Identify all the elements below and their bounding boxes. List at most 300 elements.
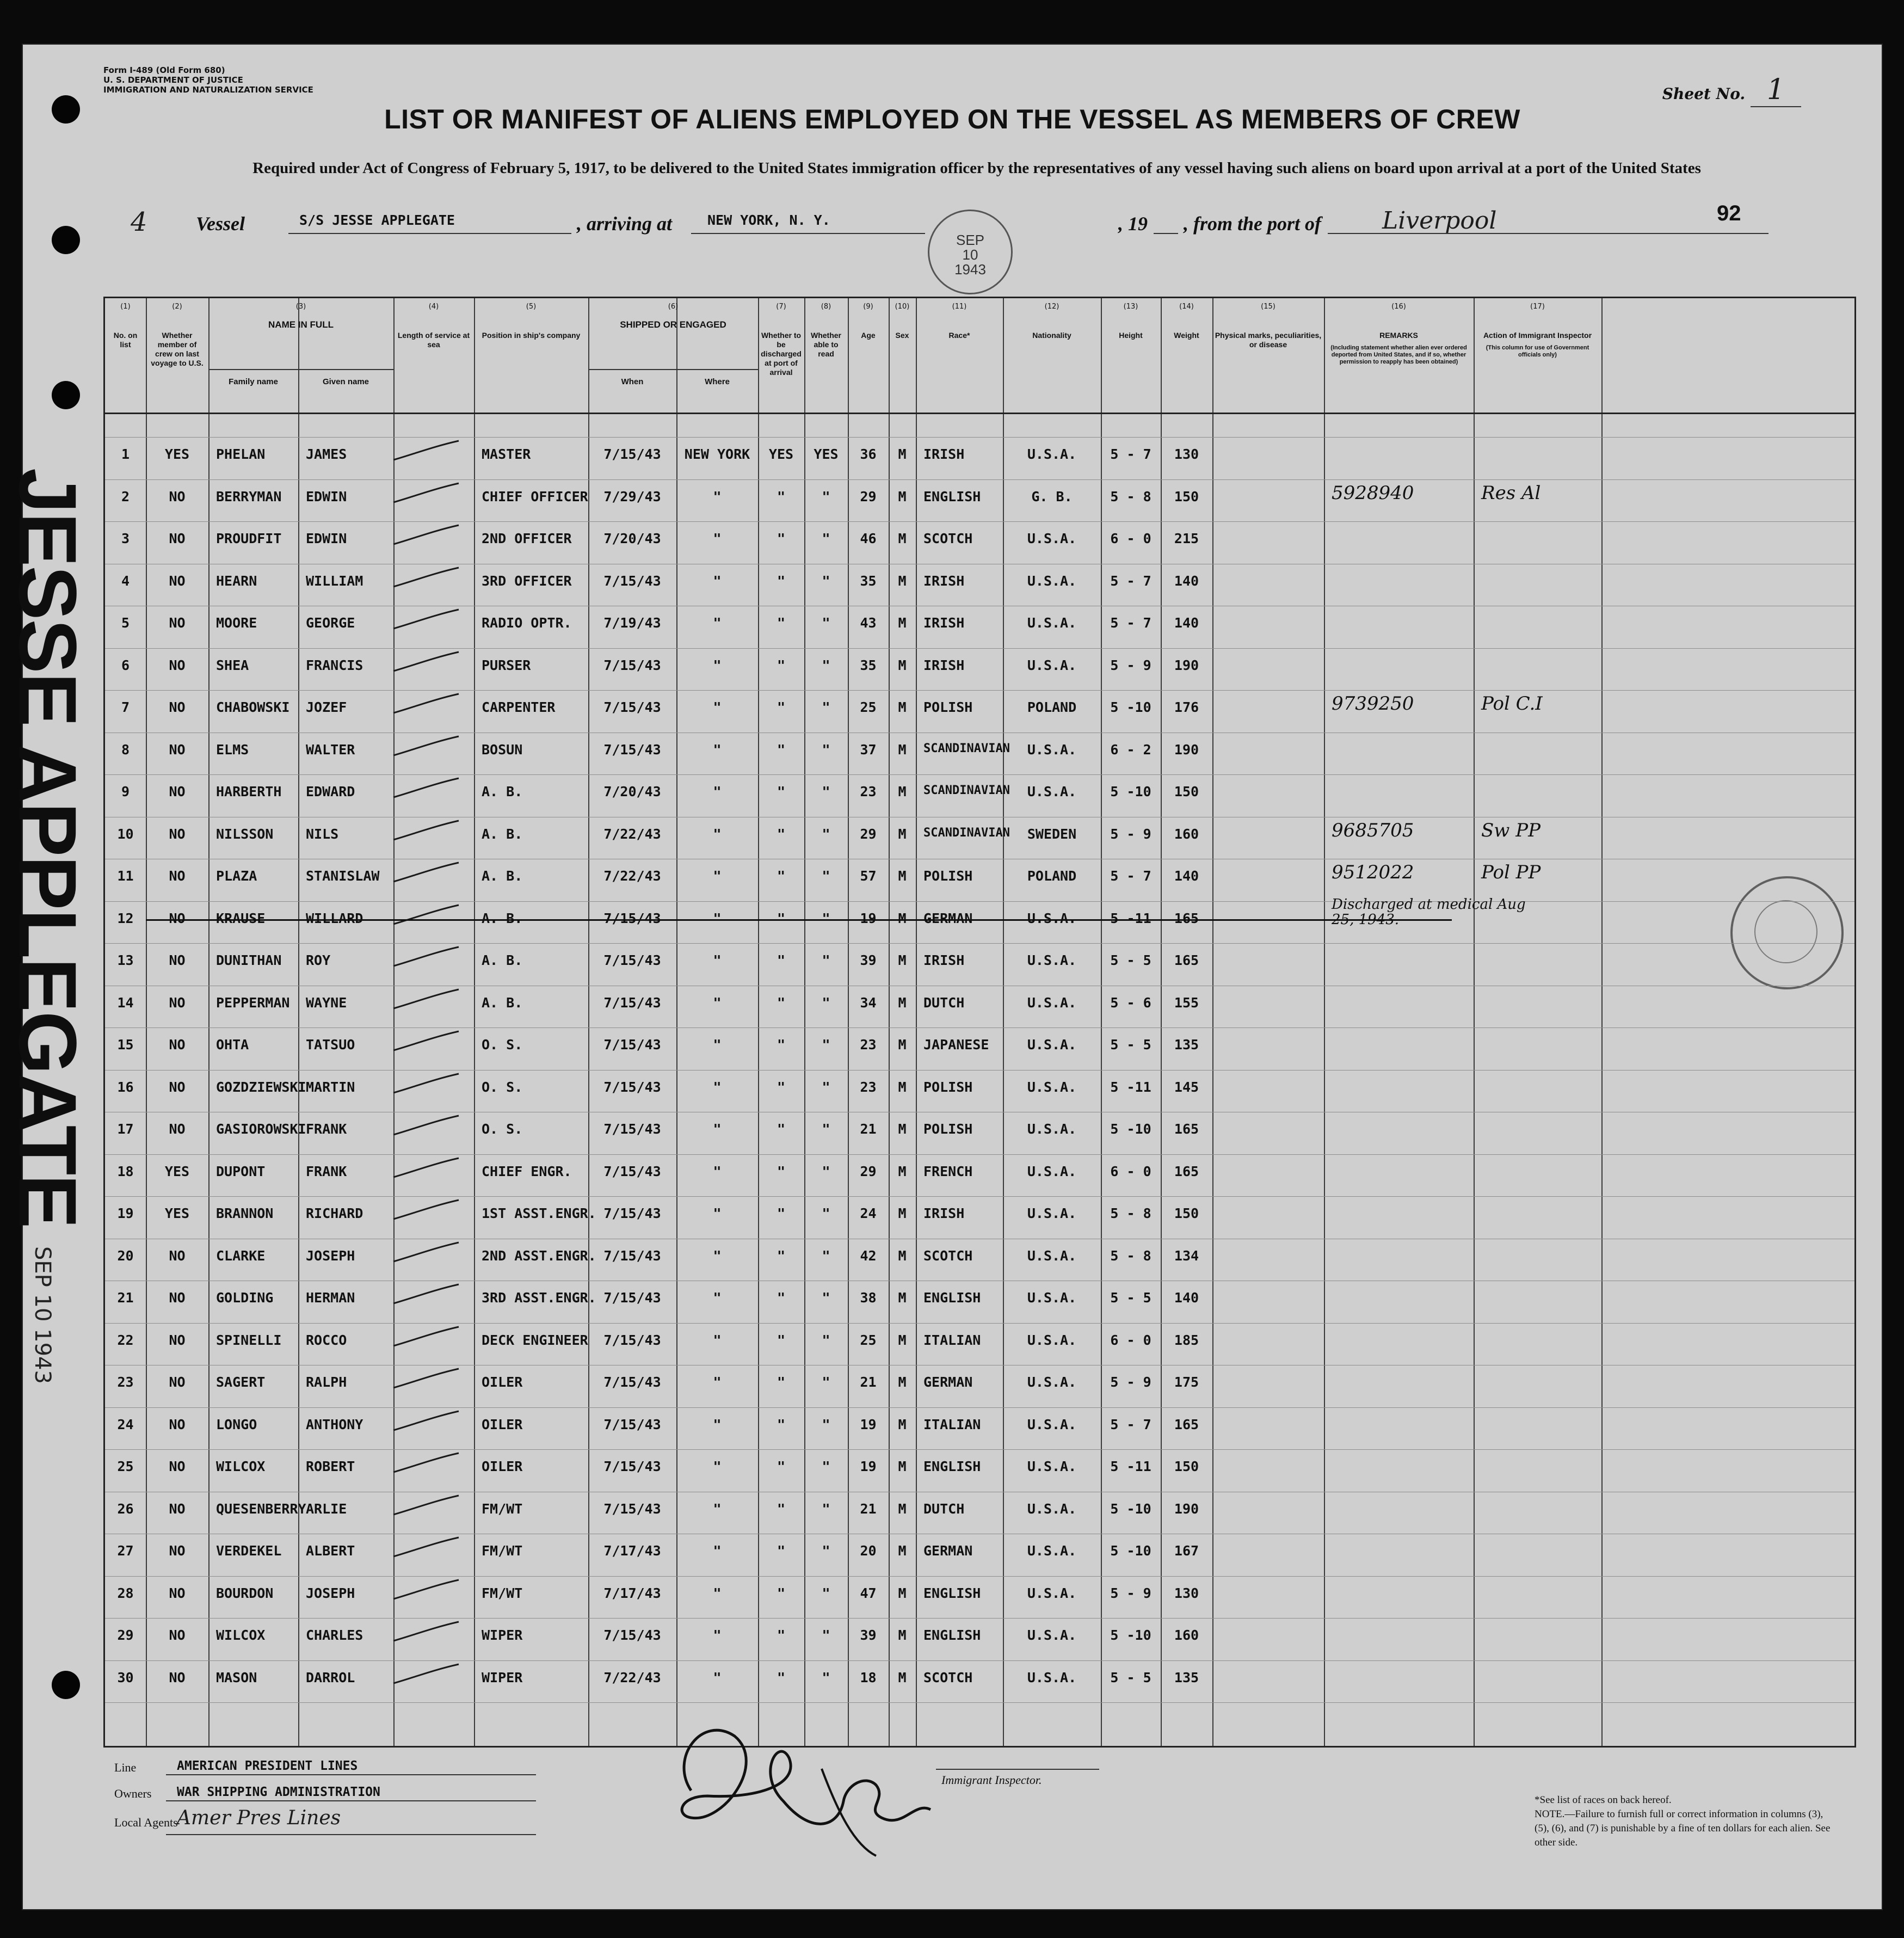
cell-family: OHTA xyxy=(216,1037,249,1053)
cell-sex: M xyxy=(898,1669,907,1685)
cell-given: ANTHONY xyxy=(306,1416,363,1432)
vessel-name: S/S JESSE APPLEGATE xyxy=(299,212,455,228)
cell-sex: M xyxy=(898,1290,907,1306)
cell-age: 29 xyxy=(860,1163,877,1179)
cell-race: IRISH xyxy=(923,952,965,968)
cell-sex: M xyxy=(898,488,907,505)
cell-age: 35 xyxy=(860,657,877,673)
cell-nat: U.S.A. xyxy=(1027,1627,1077,1643)
cell-position: OILER xyxy=(482,1374,523,1390)
service-checkmark xyxy=(391,734,467,761)
cell-given: DARROL xyxy=(306,1669,355,1685)
column-header: Whether to be discharged at port of arrival xyxy=(761,331,802,377)
cell-when: 7/15/43 xyxy=(603,1627,661,1643)
arriving-port: NEW YORK, N. Y. xyxy=(707,212,830,228)
cell-when: 7/15/43 xyxy=(603,1163,661,1179)
cell-weight: 140 xyxy=(1174,615,1199,631)
service-checkmark xyxy=(391,1324,467,1351)
cell-race: SCANDINAVIAN xyxy=(923,784,1010,797)
cell-family: SPINELLI xyxy=(216,1332,282,1348)
service-checkmark xyxy=(391,649,467,676)
cell-position: CHIEF ENGR. xyxy=(482,1163,572,1179)
cell-where: " xyxy=(713,1332,722,1348)
cell-last: NO xyxy=(169,657,186,673)
cell-nat: U.S.A. xyxy=(1027,1585,1077,1601)
cell-race: SCANDINAVIAN xyxy=(923,826,1010,840)
page-subtitle: Required under Act of Congress of February 5, 1917, to be delivered to the United States immigration officer by the representatives of any vessel having such aliens on board upon arrival at a port of the United States xyxy=(252,159,1701,177)
cell-where: " xyxy=(713,952,722,968)
cell-when: 7/15/43 xyxy=(603,1332,661,1348)
cell-height: 5 -10 xyxy=(1110,1121,1151,1137)
cell-weight: 135 xyxy=(1174,1037,1199,1053)
cell-when: 7/15/43 xyxy=(603,1290,661,1306)
sheet-number-label: Sheet No. xyxy=(1662,85,1746,103)
cell-height: 5 - 5 xyxy=(1110,1290,1151,1306)
cell-given: ALBERT xyxy=(306,1543,355,1559)
cell-position: O. S. xyxy=(482,1079,523,1095)
cell-sex: M xyxy=(898,1037,907,1053)
cell-position: FM/WT xyxy=(482,1543,523,1559)
cell-disch: " xyxy=(777,826,786,842)
cell-no: 25 xyxy=(117,1459,134,1474)
footnote xyxy=(1535,1793,1839,1850)
cell-last: NO xyxy=(169,826,186,842)
cell-race: SCOTCH xyxy=(923,1669,973,1685)
cell-weight: 150 xyxy=(1174,1205,1199,1221)
cell-where: " xyxy=(713,488,722,505)
cell-when: 7/15/43 xyxy=(603,952,661,968)
list-mark: 4 xyxy=(131,207,147,237)
cell-disch: " xyxy=(777,994,786,1011)
cell-sex: M xyxy=(898,699,907,715)
cell-sex: M xyxy=(898,531,907,546)
cell-read: " xyxy=(822,573,830,589)
cell-given: RALPH xyxy=(306,1374,347,1390)
cell-given: WAYNE xyxy=(306,994,347,1011)
stamp-day: 10 xyxy=(962,247,978,263)
column-number: (15) xyxy=(1261,303,1276,311)
cell-race: POLISH xyxy=(923,868,973,884)
agents-value: Amer Pres Lines xyxy=(177,1807,341,1829)
cell-read: " xyxy=(822,699,830,715)
cell-when: 7/22/43 xyxy=(603,826,661,842)
cell-read: " xyxy=(822,1585,830,1601)
cell-family: NILSSON xyxy=(216,826,274,842)
cell-age: 36 xyxy=(860,446,877,462)
cell-position: A. B. xyxy=(482,952,523,968)
cell-last: YES xyxy=(164,1163,190,1179)
cell-when: 7/15/43 xyxy=(603,573,661,589)
cell-weight: 160 xyxy=(1174,1627,1199,1643)
cell-given: RICHARD xyxy=(306,1205,363,1221)
cell-sex: M xyxy=(898,446,907,462)
cell-last: NO xyxy=(169,1585,186,1601)
cell-no: 5 xyxy=(121,615,130,631)
cell-weight: 135 xyxy=(1174,1669,1199,1685)
cell-when: 7/17/43 xyxy=(603,1543,661,1559)
service-checkmark xyxy=(391,691,467,718)
cell-no: 1 xyxy=(121,446,130,462)
cell-weight: 130 xyxy=(1174,1585,1199,1601)
vessel-name-annotation xyxy=(2,468,94,1230)
cell-disch: " xyxy=(777,1416,786,1432)
cell-age: 29 xyxy=(860,488,877,505)
cell-read: " xyxy=(822,1374,830,1390)
cell-family: PHELAN xyxy=(216,446,266,462)
cell-read: " xyxy=(822,1500,830,1517)
column-number: (10) xyxy=(895,303,910,311)
cell-disch: " xyxy=(777,615,786,631)
year-label: , 19 xyxy=(1118,213,1148,235)
column-subheader: Where xyxy=(705,377,730,386)
cell-remarks: 9739250 xyxy=(1332,693,1414,715)
cell-read: " xyxy=(822,1290,830,1306)
cell-no: 12 xyxy=(117,910,134,926)
cell-weight: 167 xyxy=(1174,1543,1199,1559)
cell-action: Sw PP xyxy=(1481,819,1541,841)
arrival-date-stamp xyxy=(928,210,1013,294)
cell-no: 29 xyxy=(117,1627,134,1643)
cell-family: PLAZA xyxy=(216,868,257,884)
cell-height: 5 - 9 xyxy=(1110,657,1151,673)
column-header: Whether able to read xyxy=(811,331,841,358)
cell-age: 39 xyxy=(860,952,877,968)
cell-disch: " xyxy=(777,1121,786,1137)
cell-where: " xyxy=(713,531,722,546)
cell-given: WILLIAM xyxy=(306,573,363,589)
cell-height: 5 - 9 xyxy=(1110,826,1151,842)
cell-position: 1ST ASST.ENGR. xyxy=(482,1205,596,1221)
cell-height: 5 -10 xyxy=(1110,1543,1151,1559)
column-number: (1) xyxy=(120,303,131,311)
cell-read: " xyxy=(822,1627,830,1643)
cell-family: KRAUSE xyxy=(216,910,266,926)
cell-disch: " xyxy=(777,1543,786,1559)
cell-nat: U.S.A. xyxy=(1027,1205,1077,1221)
cell-no: 22 xyxy=(117,1332,134,1348)
cell-where: " xyxy=(713,1500,722,1517)
cell-family: LONGO xyxy=(216,1416,257,1432)
cell-age: 35 xyxy=(860,573,877,589)
cell-race: IRISH xyxy=(923,446,965,462)
cell-when: 7/19/43 xyxy=(603,615,661,631)
cell-nat: U.S.A. xyxy=(1027,1037,1077,1053)
cell-position: WIPER xyxy=(482,1669,523,1685)
service-checkmark xyxy=(391,607,467,634)
cell-given: EDWIN xyxy=(306,488,347,505)
cell-sex: M xyxy=(898,826,907,842)
column-header: Length of service at sea xyxy=(397,331,470,349)
column-header: Nationality xyxy=(1032,331,1071,340)
cell-height: 5 -10 xyxy=(1110,1627,1151,1643)
cell-weight: 190 xyxy=(1174,1500,1199,1517)
arriving-label: , arriving at xyxy=(577,213,673,235)
cell-last: NO xyxy=(169,1290,186,1306)
column-subheader: Family name xyxy=(229,377,278,386)
agents-label: Local Agents xyxy=(114,1816,178,1829)
cell-family: BOURDON xyxy=(216,1585,274,1601)
cell-height: 5 - 5 xyxy=(1110,1669,1151,1685)
cell-sex: M xyxy=(898,1459,907,1474)
cell-no: 26 xyxy=(117,1500,134,1517)
cell-disch: " xyxy=(777,1205,786,1221)
cell-disch: " xyxy=(777,1247,786,1264)
cell-given: CHARLES xyxy=(306,1627,363,1643)
cell-when: 7/15/43 xyxy=(603,1459,661,1474)
stamp-month: SEP xyxy=(956,232,985,248)
cell-age: 21 xyxy=(860,1500,877,1517)
cell-weight: 130 xyxy=(1174,446,1199,462)
cell-no: 18 xyxy=(117,1163,134,1179)
cell-sex: M xyxy=(898,1332,907,1348)
cell-race: ENGLISH xyxy=(923,1290,981,1306)
cell-position: PURSER xyxy=(482,657,531,673)
cell-when: 7/22/43 xyxy=(603,1669,661,1685)
cell-when: 7/15/43 xyxy=(603,1500,661,1517)
cell-no: 30 xyxy=(117,1669,134,1685)
cell-age: 38 xyxy=(860,1290,877,1306)
cell-where: " xyxy=(713,1627,722,1643)
cell-race: GERMAN xyxy=(923,910,973,926)
cell-sex: M xyxy=(898,573,907,589)
cell-when: 7/15/43 xyxy=(603,1374,661,1390)
service-checkmark xyxy=(391,1240,467,1267)
column-number: (9) xyxy=(863,303,873,311)
cell-sex: M xyxy=(898,1163,907,1179)
cell-position: CHIEF OFFICER xyxy=(482,488,588,505)
cell-height: 5 - 9 xyxy=(1110,1374,1151,1390)
manifest-sheet xyxy=(22,44,1883,1910)
cell-last: NO xyxy=(169,952,186,968)
cell-family: GOLDING xyxy=(216,1290,274,1306)
cell-family: GOZDZIEWSKI xyxy=(216,1079,306,1095)
cell-disch: " xyxy=(777,910,786,926)
cell-position: OILER xyxy=(482,1416,523,1432)
column-subheader: Given name xyxy=(322,377,369,386)
cell-where: " xyxy=(713,910,722,926)
cell-last: NO xyxy=(169,868,186,884)
cell-weight: 165 xyxy=(1174,910,1199,926)
cell-height: 5 -11 xyxy=(1110,910,1151,926)
cell-nat: POLAND xyxy=(1027,699,1077,715)
cell-family: MOORE xyxy=(216,615,257,631)
cell-weight: 165 xyxy=(1174,1121,1199,1137)
cell-last: YES xyxy=(164,1205,190,1221)
cell-when: 7/20/43 xyxy=(603,784,661,799)
cell-sex: M xyxy=(898,1500,907,1517)
cell-read: " xyxy=(822,826,830,842)
cell-last: NO xyxy=(169,531,186,546)
cell-given: FRANK xyxy=(306,1121,347,1137)
cell-last: NO xyxy=(169,1416,186,1432)
cell-disch: " xyxy=(777,1459,786,1474)
page-title: LIST OR MANIFEST OF ALIENS EMPLOYED ON THE VESSEL AS MEMBERS OF CREW xyxy=(384,104,1520,134)
cell-where: " xyxy=(713,1121,722,1137)
service-checkmark xyxy=(391,1450,467,1478)
cell-given: TATSUO xyxy=(306,1037,355,1053)
cell-read: " xyxy=(822,1669,830,1685)
cell-disch: " xyxy=(777,573,786,589)
cell-given: JOZEF xyxy=(306,699,347,715)
cell-weight: 176 xyxy=(1174,699,1199,715)
form-identifier xyxy=(103,65,313,95)
column-number: (6) xyxy=(668,303,679,311)
cell-last: NO xyxy=(169,910,186,926)
cell-read: " xyxy=(822,1163,830,1179)
side-vessel-name: JESSE APPLEGATE xyxy=(2,468,94,1228)
cell-age: 47 xyxy=(860,1585,877,1601)
cell-no: 14 xyxy=(117,994,134,1011)
cell-age: 23 xyxy=(860,1037,877,1053)
column-header: Sex xyxy=(895,331,909,340)
cell-sex: M xyxy=(898,868,907,884)
cell-nat: U.S.A. xyxy=(1027,1121,1077,1137)
cell-where: " xyxy=(713,573,722,589)
cell-disch: " xyxy=(777,741,786,758)
cell-race: SCOTCH xyxy=(923,1247,973,1264)
cell-read: " xyxy=(822,1247,830,1264)
cell-when: 7/15/43 xyxy=(603,741,661,758)
cell-weight: 140 xyxy=(1174,1290,1199,1306)
cell-given: WALTER xyxy=(306,741,355,758)
cell-race: POLISH xyxy=(923,1079,973,1095)
cell-position: BOSUN xyxy=(482,741,523,758)
cell-position: CARPENTER xyxy=(482,699,556,715)
cell-disch: " xyxy=(777,1332,786,1348)
cell-remarks: 5928940 xyxy=(1332,482,1414,504)
cell-no: 21 xyxy=(117,1290,134,1306)
strike-through xyxy=(146,919,1452,921)
cell-sex: M xyxy=(898,1079,907,1095)
cell-sex: M xyxy=(898,784,907,799)
cell-where: " xyxy=(713,1079,722,1095)
vessel-label: Vessel xyxy=(196,213,245,235)
cell-read: " xyxy=(822,952,830,968)
cell-where: " xyxy=(713,1585,722,1601)
cell-weight: 165 xyxy=(1174,952,1199,968)
cell-age: 29 xyxy=(860,826,877,842)
cell-position: 2ND OFFICER xyxy=(482,531,572,546)
cell-sex: M xyxy=(898,615,907,631)
cell-disch: " xyxy=(777,1037,786,1053)
cell-weight: 150 xyxy=(1174,488,1199,505)
cell-height: 6 - 2 xyxy=(1110,741,1151,758)
cell-age: 46 xyxy=(860,531,877,546)
cell-no: 27 xyxy=(117,1543,134,1559)
cell-read: " xyxy=(822,741,830,758)
cell-when: 7/15/43 xyxy=(603,699,661,715)
cell-nat: U.S.A. xyxy=(1027,1163,1077,1179)
cell-weight: 190 xyxy=(1174,657,1199,673)
cell-height: 5 - 7 xyxy=(1110,1416,1151,1432)
cell-read: " xyxy=(822,1205,830,1221)
column-header: SHIPPED OR ENGAGED xyxy=(620,319,726,330)
cell-family: DUNITHAN xyxy=(216,952,282,968)
cell-family: HARBERTH xyxy=(216,784,282,799)
cell-nat: U.S.A. xyxy=(1027,1669,1077,1685)
cell-race: GERMAN xyxy=(923,1543,973,1559)
cell-read: " xyxy=(822,488,830,505)
inspector-label: Immigrant Inspector. xyxy=(941,1773,1042,1787)
cell-nat: U.S.A. xyxy=(1027,1416,1077,1432)
cell-nat: U.S.A. xyxy=(1027,573,1077,589)
cell-when: 7/15/43 xyxy=(603,1121,661,1137)
cell-given: HERMAN xyxy=(306,1290,355,1306)
cell-read: " xyxy=(822,1037,830,1053)
cell-no: 4 xyxy=(121,573,130,589)
cell-last: NO xyxy=(169,1037,186,1053)
cell-where: " xyxy=(713,826,722,842)
cell-last: NO xyxy=(169,1500,186,1517)
cell-nat: U.S.A. xyxy=(1027,1543,1077,1559)
column-header: No. on list xyxy=(113,331,138,349)
crew-table xyxy=(103,297,1856,1748)
cell-disch: " xyxy=(777,1585,786,1601)
cell-no: 3 xyxy=(121,531,130,546)
cell-where: " xyxy=(713,1205,722,1221)
cell-position: 3RD ASST.ENGR. xyxy=(482,1290,596,1306)
cell-sex: M xyxy=(898,741,907,758)
cell-where: " xyxy=(713,1037,722,1053)
cell-nat: U.S.A. xyxy=(1027,657,1077,673)
cell-where: " xyxy=(713,868,722,884)
column-header: Position in ship's company xyxy=(482,331,581,340)
cell-read: YES xyxy=(814,446,839,462)
cell-sex: M xyxy=(898,1374,907,1390)
column-number: (16) xyxy=(1391,303,1406,311)
cell-last: NO xyxy=(169,699,186,715)
cell-family: WILCOX xyxy=(216,1627,266,1643)
column-number: (4) xyxy=(428,303,439,311)
cell-family: BERRYMAN xyxy=(216,488,282,505)
cell-nat: U.S.A. xyxy=(1027,1079,1077,1095)
cell-race: ENGLISH xyxy=(923,1585,981,1601)
cell-disch: " xyxy=(777,1290,786,1306)
service-checkmark xyxy=(391,860,467,887)
service-checkmark xyxy=(391,1071,467,1098)
owners-value: WAR SHIPPING ADMINISTRATION xyxy=(177,1785,380,1799)
service-checkmark xyxy=(391,944,467,971)
cell-no: 19 xyxy=(117,1205,134,1221)
column-number: (7) xyxy=(776,303,786,311)
cell-family: SAGERT xyxy=(216,1374,266,1390)
cell-nat: U.S.A. xyxy=(1027,531,1077,546)
owners-label: Owners xyxy=(114,1787,152,1800)
cell-last: NO xyxy=(169,1669,186,1685)
cell-given: EDWIN xyxy=(306,531,347,546)
sheet-number xyxy=(1662,73,1801,106)
cell-last: NO xyxy=(169,1459,186,1474)
cell-race: ENGLISH xyxy=(923,488,981,505)
cell-weight: 145 xyxy=(1174,1079,1199,1095)
cell-race: ENGLISH xyxy=(923,1459,981,1474)
cell-read: " xyxy=(822,531,830,546)
cell-age: 34 xyxy=(860,994,877,1011)
cell-age: 18 xyxy=(860,1669,877,1685)
cell-nat: U.S.A. xyxy=(1027,910,1077,926)
service-checkmark xyxy=(391,776,467,803)
cell-age: 21 xyxy=(860,1121,877,1137)
cell-age: 43 xyxy=(860,615,877,631)
cell-age: 19 xyxy=(860,1416,877,1432)
cell-weight: 165 xyxy=(1174,1163,1199,1179)
cell-when: 7/17/43 xyxy=(603,1585,661,1601)
cell-where: " xyxy=(713,1459,722,1474)
cell-when: 7/29/43 xyxy=(603,488,661,505)
cell-given: ARLIE xyxy=(306,1500,347,1517)
cell-last: NO xyxy=(169,1374,186,1390)
cell-when: 7/15/43 xyxy=(603,910,661,926)
